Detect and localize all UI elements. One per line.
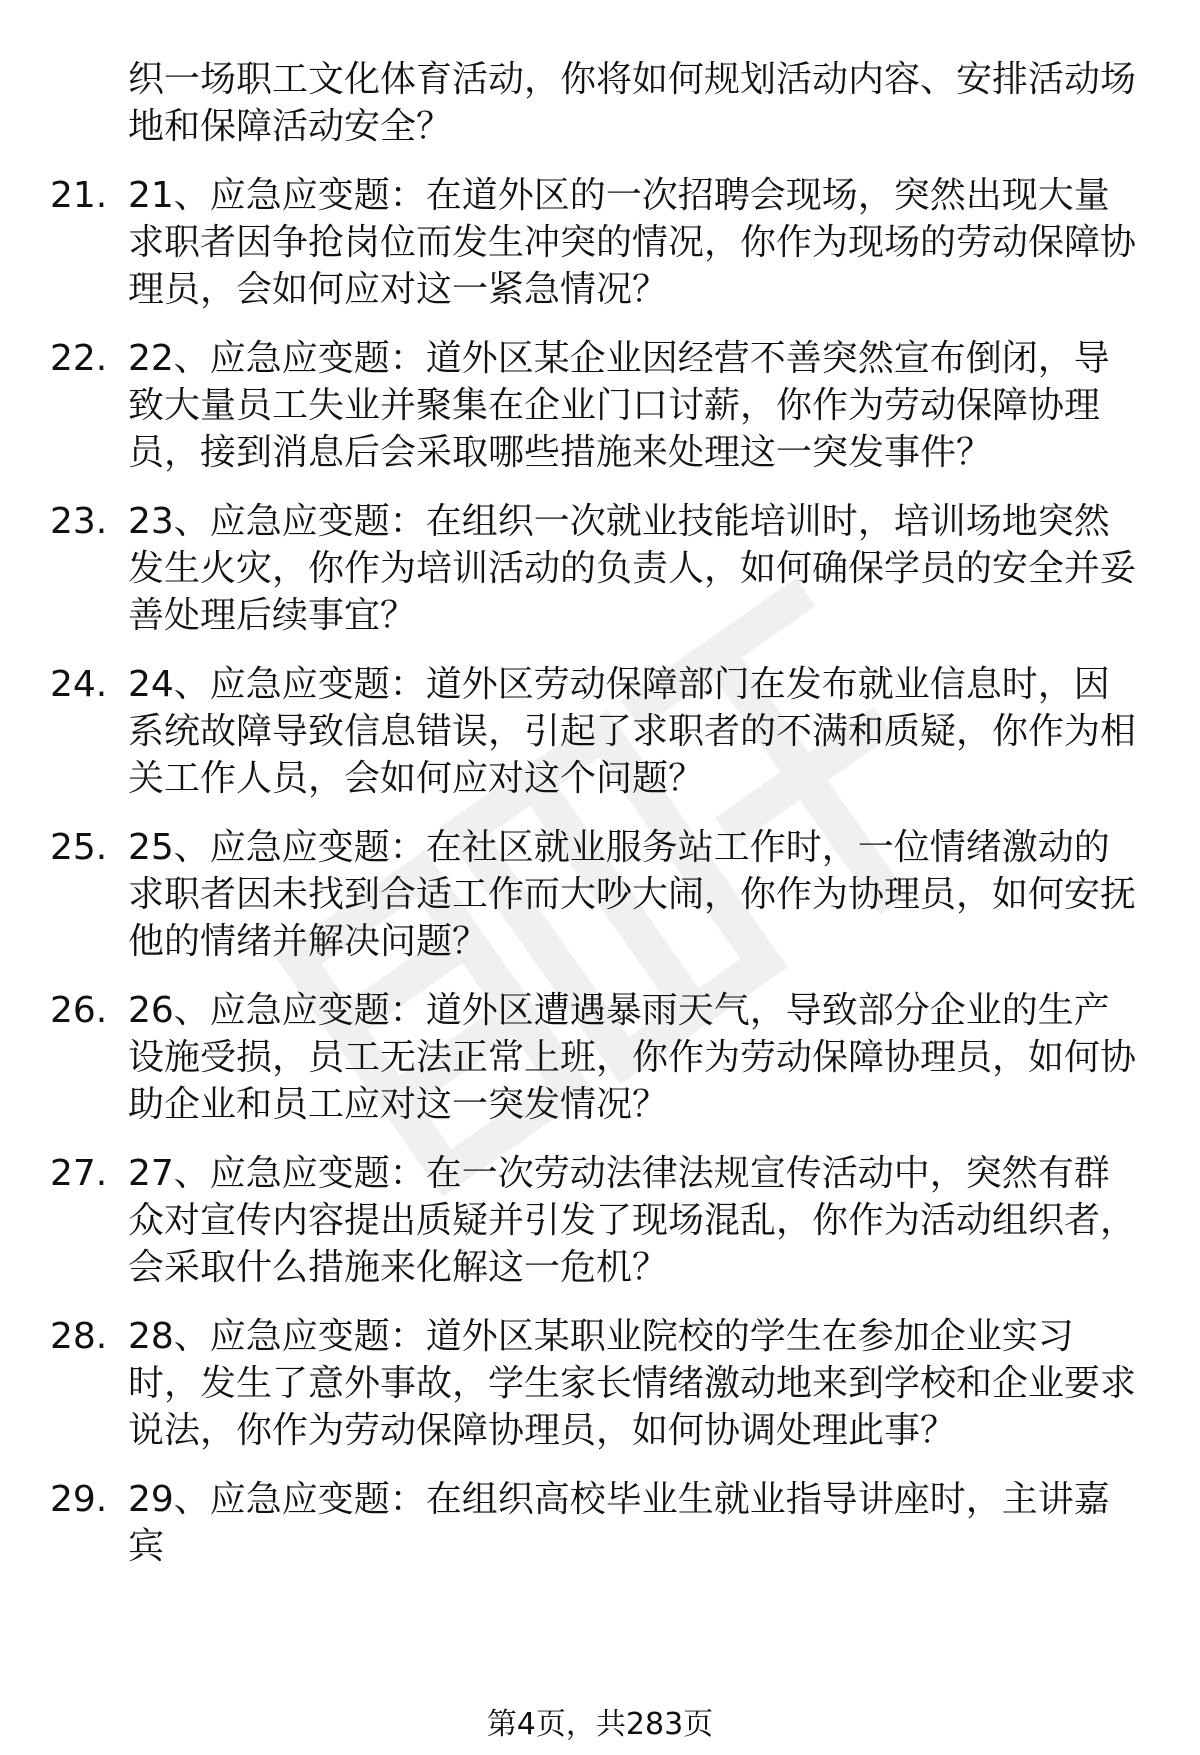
list-item-number: 28.	[50, 1316, 108, 1357]
list-item	[50, 1313, 1150, 1454]
list-item-text: 29、应急应变题：在组织高校毕业生就业指导讲座时，主讲嘉宾	[128, 1479, 1110, 1567]
list-item-text: 28、应急应变题：道外区某职业院校的学生在参加企业实习时，发生了意外事故，学生家长情绪激动地来到学校和企业要求说法，你作为劳动保障协理员，如何协调处理此事？	[128, 1316, 1137, 1451]
list-item-number: 29.	[50, 1479, 108, 1520]
list-item-text: 22、应急应变题：道外区某企业因经营不善突然宣布倒闭，导致大量员工失业并聚集在企业门口讨薪，你作为劳动保障协理员，接到消息后会采取哪些措施来处理这一突发事件？	[128, 338, 1110, 473]
list-item-text: 21、应急应变题：在道外区的一次招聘会现场，突然出现大量求职者因争抢岗位而发生冲突的情况，你作为现场的劳动保障协理员，会如何应对这一紧急情况？	[128, 175, 1137, 310]
list-item	[50, 824, 1150, 965]
list-item-text: 24、应急应变题：道外区劳动保障部门在发布就业信息时，因系统故障导致信息错误，引起了求职者的不满和质疑，你作为相关工作人员，会如何应对这个问题？	[128, 664, 1137, 799]
list-item-number: 25.	[50, 827, 108, 868]
list-item-text: 26、应急应变题：道外区遭遇暴雨天气，导致部分企业的生产设施受损，员工无法正常上班，你作为劳动保障协理员，如何协助企业和员工应对这一突发情况？	[128, 990, 1137, 1125]
list-item	[50, 1150, 1150, 1291]
list-item-number: 22.	[50, 338, 108, 379]
list-item-text: 25、应急应变题：在社区就业服务站工作时，一位情绪激动的求职者因未找到合适工作而大吵大闹，你作为协理员，如何安抚他的情绪并解决问题？	[128, 827, 1137, 962]
list-item	[50, 498, 1150, 639]
list-item-number: 24.	[50, 664, 108, 705]
list-item-text: 23、应急应变题：在组织一次就业技能培训时，培训场地突然发生火灾，你作为培训活动的负责人，如何确保学员的安全并妥善处理后续事宜？	[128, 501, 1137, 636]
list-item-number: 27.	[50, 1153, 108, 1194]
list-item	[50, 987, 1150, 1128]
list-item	[50, 1476, 1150, 1570]
list-item	[50, 661, 1150, 802]
list-item	[50, 335, 1150, 476]
page-footer: 第4页，共283页	[486, 1707, 714, 1742]
list-item-number: 26.	[50, 990, 108, 1031]
continuation-paragraph: 织一场职工文化体育活动，你将如何规划活动内容、安排活动场地和保障活动安全？	[128, 59, 1137, 147]
list-item-text: 27、应急应变题：在一次劳动法律法规宣传活动中，突然有群众对宣传内容提出质疑并引发了现场混乱，你作为活动组织者，会采取什么措施来化解这一危机？	[128, 1153, 1137, 1288]
list-item-number: 23.	[50, 501, 108, 542]
list-item	[50, 172, 1150, 313]
list-item-number: 21.	[50, 175, 108, 216]
